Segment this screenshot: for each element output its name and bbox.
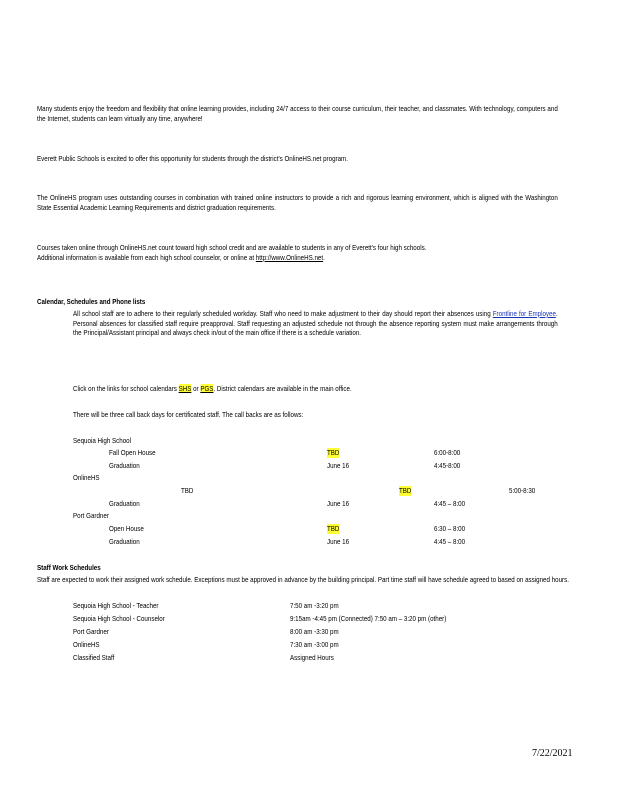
onlinehs-tbd-date: TBD	[399, 486, 412, 495]
pgs-calendar-link[interactable]: PGS	[200, 384, 214, 393]
shs-calendar-link[interactable]: SHS	[178, 384, 192, 393]
port-open-date: TBD	[327, 524, 340, 533]
absence-paragraph	[73, 309, 558, 338]
click-text: Click on the links for school calendars	[73, 384, 179, 393]
absence-text-1: All school staff are to adhere to their regularly scheduled workday. Staff who need to make adjustment to their day should report their absences using	[73, 309, 493, 318]
absence-text-2: . Personal absences for classified staff require preapproval. Staff requesting an adjusted schedule not through the absence reporting system must make arrangements through the Principal/Assistant principal and always check in/out of the main office if there is a schedule variation.	[73, 309, 558, 338]
work-row-name: Port Gardner	[73, 627, 109, 636]
sequoia-fall-time: 6:00-8:00	[434, 448, 461, 457]
work-row-name: Sequoia High School - Teacher	[73, 601, 159, 610]
district-calendars-text: . District calendars are available in the main office.	[213, 384, 352, 393]
port-open-time: 6:30 – 8:00	[434, 524, 466, 533]
work-row-hours: 8:00 am -3:30 pm	[290, 627, 339, 636]
work-intro: Staff are expected to work their assigned work schedule. Exceptions must be approved in advance by the building principal. Part time staff will have schedule agreed to based on assigned hours.	[37, 575, 569, 584]
port-open-label: Open House	[109, 524, 144, 533]
calendars-heading: Calendar, Schedules and Phone lists	[37, 297, 146, 306]
onlinehs-grad-date: June 16	[327, 499, 350, 508]
work-row-hours: 7:50 am -3:20 pm	[290, 601, 339, 610]
work-heading: Staff Work Schedules	[37, 563, 101, 572]
sequoia-grad-label: Graduation	[109, 461, 140, 470]
sequoia-fall-date: TBD	[327, 448, 340, 457]
work-row-name: Classified Staff	[73, 653, 115, 662]
sequoia-label: Sequoia High School	[73, 436, 131, 445]
footer-date: 7/22/2021	[532, 748, 573, 759]
onlinehs-grad-time: 4:45 – 8:00	[434, 499, 466, 508]
frontline-link[interactable]: Frontline for Employee	[492, 309, 556, 318]
port-grad-label: Graduation	[109, 537, 140, 546]
calendar-links-line	[73, 384, 352, 394]
intro-paragraph-4: Courses taken online through OnlineHS.net count toward high school credit and are available to students in any of Everett's four high schools. Additional information is available from each high school counselor, or online at http://www.OnlineHS.net.	[37, 243, 427, 262]
port-grad-time: 4:45 – 8:00	[434, 537, 466, 546]
onlinehs-link[interactable]: http://www.OnlineHS.net	[255, 252, 324, 262]
intro-paragraph-2: Everett Public Schools is excited to offer this opportunity for students through the district's OnlineHS.net program.	[37, 154, 348, 163]
sequoia-grad-date: June 16	[327, 461, 350, 470]
counselor-text: Additional information is available from each high school counselor, or online at	[37, 252, 256, 262]
onlinehs-first-tbd: TBD	[181, 486, 194, 495]
onlinehs-label: OnlineHS	[73, 473, 100, 482]
work-row-hours: 7:30 am -3:00 pm	[290, 640, 339, 649]
work-row-name: OnlineHS	[73, 640, 100, 649]
intro-paragraph-3: The OnlineHS program uses outstanding courses in combination with trained online instructors to provide a rich and rigorous learning environment, which is aligned with the Washington State Essential Academic Learning Requirements and district graduation requirements.	[37, 193, 558, 212]
period: .	[323, 252, 325, 262]
port-label: Port Gardner	[73, 511, 109, 520]
sequoia-grad-time: 4:45-8:00	[434, 461, 461, 470]
work-row-hours: Assigned Hours	[290, 653, 334, 662]
port-grad-date: June 16	[327, 537, 350, 546]
intro-paragraph-1: Many students enjoy the freedom and flexibility that online learning provides, including 24/7 access to their course curriculum, their teacher, and classmates. With technology, computers and the Internet, students can learn virtually any time, anywhere!	[37, 104, 558, 123]
onlinehs-time: 5:00-8:30	[509, 486, 536, 495]
onlinehs-grad-label: Graduation	[109, 499, 140, 508]
or-text: or	[191, 384, 201, 393]
work-row-hours: 9:15am -4:45 pm (Connected) 7:50 am – 3:20 pm (other)	[290, 614, 447, 623]
work-row-name: Sequoia High School - Counselor	[73, 614, 165, 623]
callback-intro: There will be three call back days for certificated staff. The call backs are as follows:	[73, 410, 304, 419]
sequoia-fall-label: Fall Open House	[109, 448, 156, 457]
